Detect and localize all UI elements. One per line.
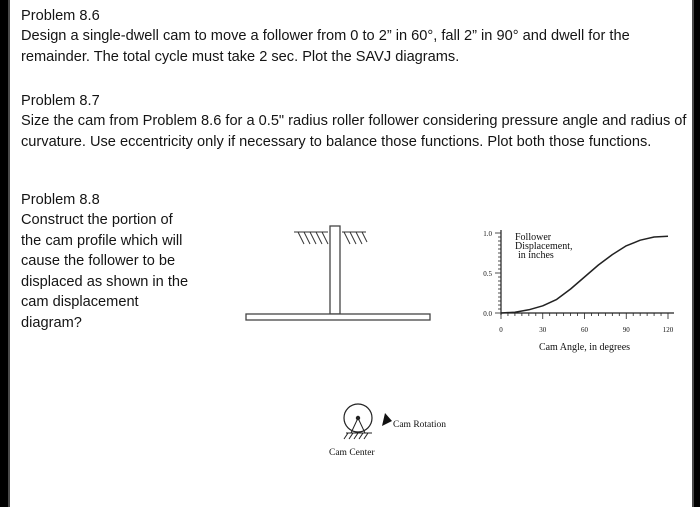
displacement-chart: [10, 0, 696, 507]
x-tick-label: 30: [539, 326, 547, 334]
x-tick-label: 0: [499, 326, 503, 334]
x-tick-label: 60: [581, 326, 588, 334]
legend-label: Follower: [515, 232, 552, 243]
document-page: [8, 0, 694, 507]
problem-8-7-title: Problem 8.7: [21, 93, 100, 109]
cam-center-label: Cam Center: [329, 448, 375, 458]
y-tick-label: 0.0: [483, 310, 492, 318]
x-tick-label: 120: [662, 326, 674, 334]
legend-label: Displacement,: [515, 241, 573, 252]
problem-8-7-text: Size the cam from Problem 8.6 for a 0.5" radius roller follower considering pressure angle and radius of curvature. Use eccentricity only if necessary to balance those functions. Plot both those functions.: [21, 113, 687, 150]
problem-8-8-text: Construct the portion of the cam profile which will cause the follower to be displaced as shown in the cam displacement diagram?: [21, 212, 189, 331]
problem-8-6-title: Problem 8.6: [21, 8, 100, 24]
legend-label: in inches: [518, 250, 554, 261]
problem-8-8-title: Problem 8.8: [21, 192, 100, 208]
cam-rotation-label: Cam Rotation: [393, 420, 447, 430]
y-tick-label: 1.0: [483, 230, 492, 238]
x-axis-label: Cam Angle, in degrees: [538, 342, 631, 353]
y-tick-label: 0.5: [483, 270, 492, 278]
x-tick-label: 90: [622, 326, 630, 334]
problem-8-6-text: Design a single-dwell cam to move a follower from 0 to 2” in 60°, fall 2” in 90° and dwell for the remainder. The total cycle must take 2 sec. Plot the SAVJ diagrams.: [21, 28, 630, 65]
